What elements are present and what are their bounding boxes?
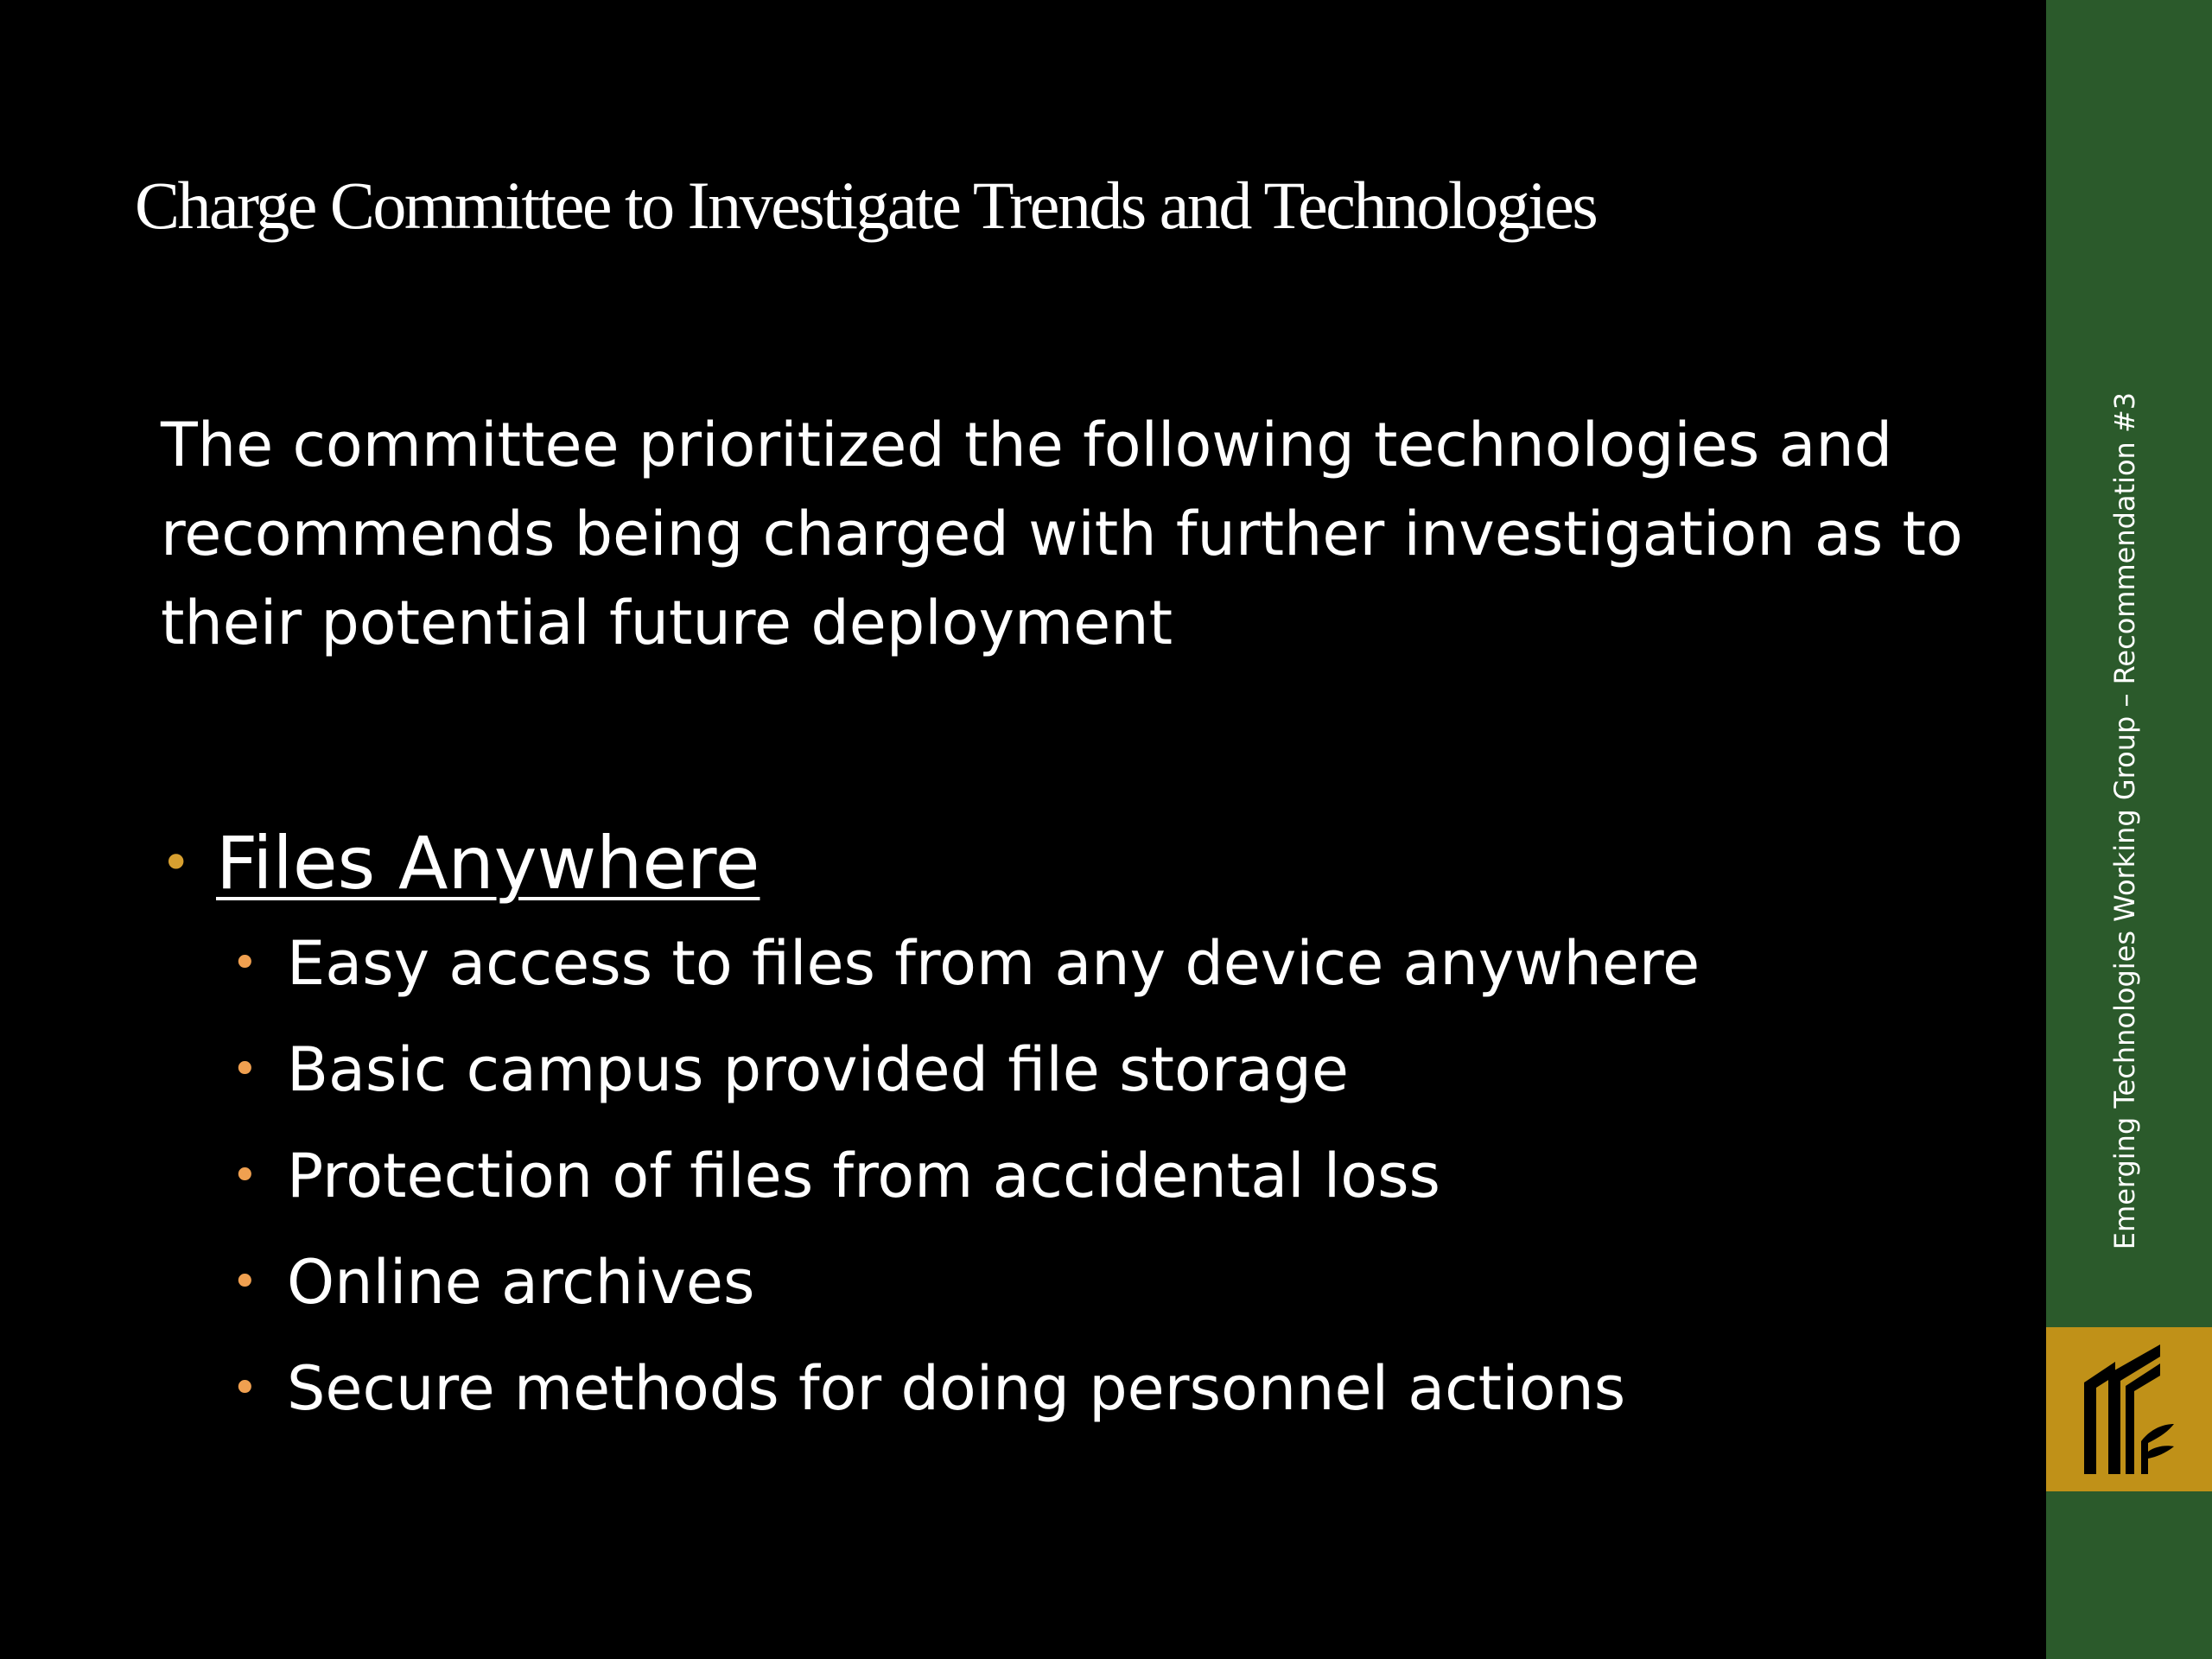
bullet-icon: • — [232, 938, 258, 989]
list-item — [232, 911, 1700, 1017]
slide-title: Charge Committee to Investigate Trends and Technologies — [135, 168, 1597, 243]
files-anywhere-heading: Files Anywhere — [216, 821, 760, 906]
list-item-text: Easy access to files from any device anywhere — [287, 928, 1700, 999]
bullet-icon: • — [232, 1256, 258, 1308]
bullet-icon: • — [232, 1150, 258, 1202]
list-item-text: Online archives — [287, 1247, 755, 1318]
list-item-text: Protection of files from accidental loss — [287, 1141, 1441, 1211]
list-item-text: Secure methods for doing personnel actions — [287, 1353, 1626, 1424]
bullet-icon: • — [232, 1044, 258, 1096]
intro-paragraph: The committee prioritized the following technologies and recommends being charged with further investigation as to their potential future deployment — [161, 410, 1963, 658]
list-item-text: Basic campus provided file storage — [287, 1034, 1349, 1105]
list-item — [232, 1123, 1700, 1230]
bullet-icon: • — [232, 1363, 258, 1414]
sub-list-container — [161, 911, 1700, 1442]
list-item — [232, 1017, 1700, 1123]
sub-list — [161, 911, 1700, 1442]
institution-logo-icon — [2084, 1344, 2174, 1474]
logo-box — [2046, 1327, 2212, 1491]
bullet-icon: • — [161, 833, 192, 893]
list-item — [232, 1336, 1700, 1442]
list-item-files-anywhere — [161, 816, 1700, 911]
bullet-list — [161, 816, 1700, 1442]
list-item — [232, 1230, 1700, 1336]
sidebar-caption: Emerging Technologies Working Group – Recommendation #3 — [2108, 391, 2141, 1250]
